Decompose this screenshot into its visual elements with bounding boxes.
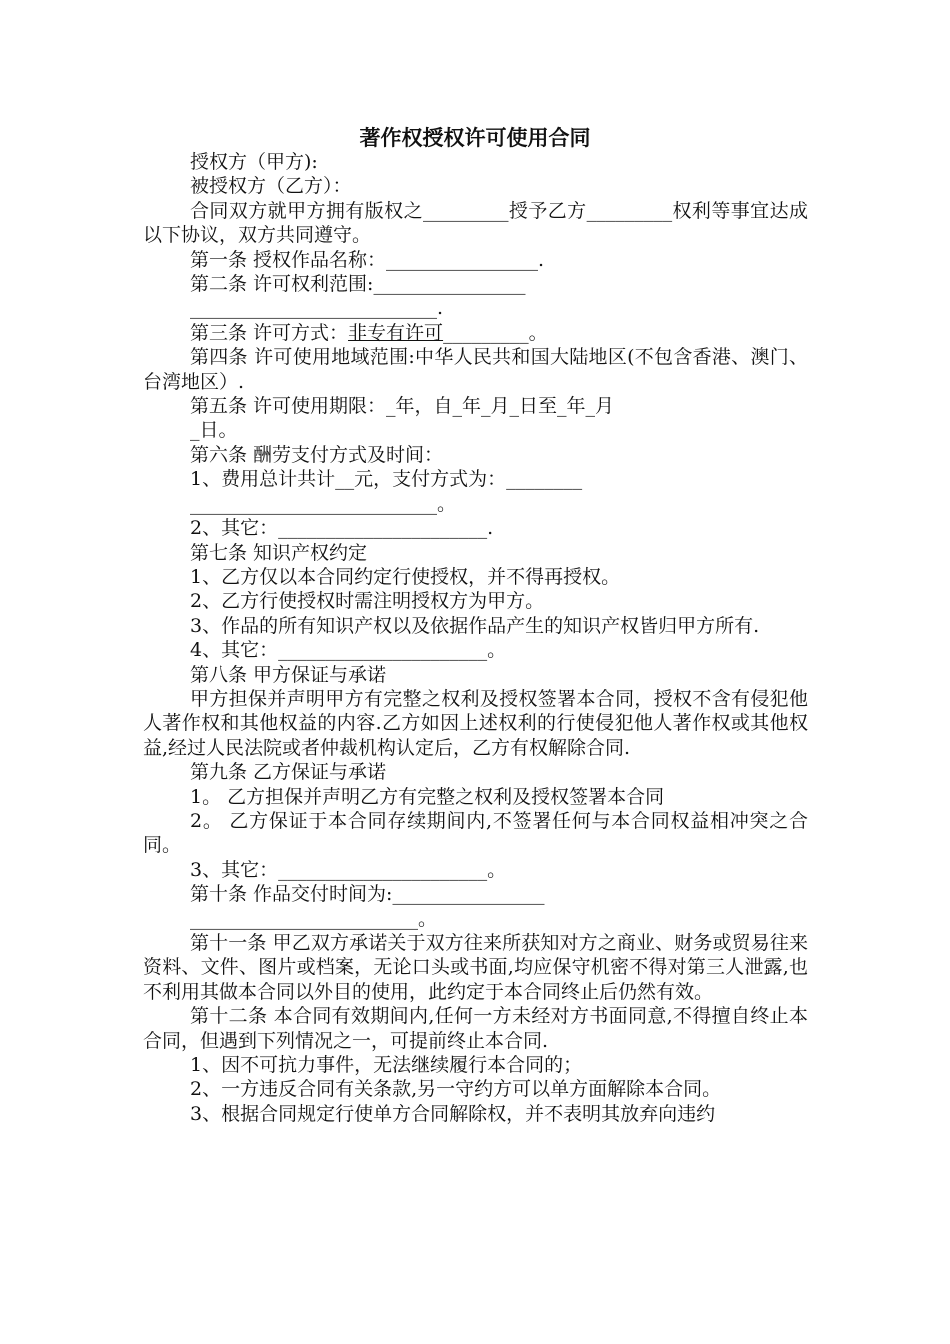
- article-6-item-1-continued: __________________________。: [190, 492, 457, 515]
- party-a-line: 授权方（甲方):: [190, 151, 318, 173]
- preamble-paragraph: 合同双方就甲方拥有版权之_________授予乙方_________权利等事宜达成以下协议，双方共同遵守。: [143, 199, 808, 247]
- article-4: 第四条 许可使用地域范围:中华人民共和国大陆地区(不包含香港、澳门、台湾地区）.: [143, 346, 808, 393]
- article-6: 第六条 酬劳支付方式及时间：: [190, 443, 444, 466]
- article-8: 第八条 甲方保证与承诺: [190, 663, 387, 686]
- article-5: 第五条 许可使用期限：_年，自_年_月_日至_年_月: [190, 395, 615, 418]
- article-6-item-2: 2、其它：______________________.: [190, 517, 494, 540]
- article-3: [143, 321, 808, 345]
- article-3-blank: _________。: [443, 321, 548, 344]
- article-12: 第十二条 本合同有效期间内,任何一方未经对方书面同意,不得擅自终止本合同，但遇到下列情况之一，可提前终止本合同.: [143, 1005, 808, 1052]
- article-9: 第九条 乙方保证与承诺: [190, 761, 387, 784]
- article-10: 第十条 作品交付时间为:________________: [190, 883, 545, 906]
- article-12-item-1: 1、因不可抗力事件，无法继续履行本合同的；: [190, 1054, 583, 1077]
- article-12-item-2: 2、一方违反合同有关条款,另一守约方可以单方面解除本合同。: [190, 1078, 722, 1101]
- article-9-item-3: 3、其它：______________________。: [190, 858, 507, 881]
- article-1: 第一条 授权作品名称：________________.: [190, 248, 545, 271]
- article-2: 第二条 许可权利范围:________________: [190, 273, 526, 296]
- article-7-item-4: 4、其它：______________________。: [190, 639, 507, 662]
- contract-body: [143, 150, 808, 1126]
- article-11: 第十一条 甲乙双方承诺关于双方往来所获知对方之商业、财务或贸易往来资料、文件、图片或档案，无论口头或书面,均应保守机密不得对第三人泄露,也不利用其做本合同以外目的使用，此约定于本合同终止后仍然有效。: [143, 932, 808, 1003]
- article-7-item-1: 1、乙方仅以本合同约定行使授权，并不得再授权。: [190, 565, 621, 588]
- article-7-item-2: 2、乙方行使授权时需注明授权方为甲方。: [190, 590, 545, 613]
- party-b-line: 被授权方（乙方）：: [190, 175, 352, 198]
- article-10-continued: ________________________。: [190, 907, 438, 930]
- article-6-item-1: 1、费用总计共计__元，支付方式为：________: [190, 468, 583, 491]
- article-9-item-1: 1。 乙方担保并声明乙方有完整之权利及授权签署本合同: [190, 785, 665, 808]
- article-3-label: 第三条 许可方式：: [190, 321, 349, 344]
- article-2-continued: __________________________.: [190, 297, 444, 320]
- article-12-item-3: 3、根据合同规定行使单方合同解除权，并不表明其放弃向违约: [190, 1102, 716, 1125]
- article-5-continued: _日。: [190, 419, 238, 442]
- article-9-item-2: 2。 乙方保证于本合同存续期间内,不签署任何与本合同权益相冲突之合同。: [143, 809, 808, 857]
- article-7-item-3: 3、作品的所有知识产权以及依据作品产生的知识产权皆归甲方所有.: [190, 614, 760, 637]
- license-type-value: 非专有许可: [348, 321, 444, 344]
- document-title: 著作权授权许可使用合同: [359, 126, 591, 150]
- article-7: 第七条 知识产权约定: [190, 541, 368, 564]
- article-8-paragraph: 甲方担保并声明甲方有完整之权利及授权签署本合同，授权不含有侵犯他人著作权和其他权益的内容.乙方如因上述权利的行使侵犯他人著作权或其他权益,经过人民法院或者仲裁机构认定后，乙方有权解除合同.: [143, 687, 808, 759]
